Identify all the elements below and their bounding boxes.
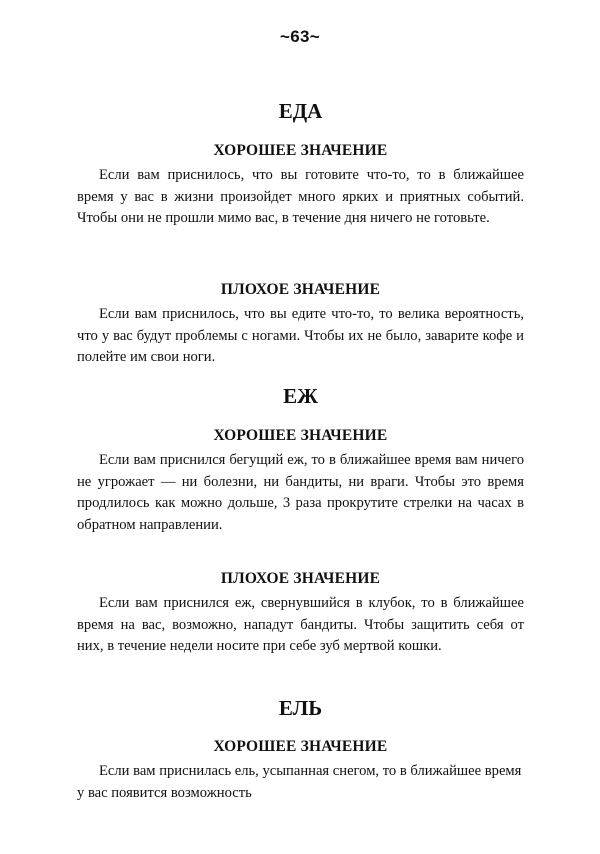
section-good-ezh (77, 426, 524, 536)
section-text: Если вам приснился еж, свернувшийся в клубок, то в ближайшее время на вас, возможно, нападут бандиты. Чтобы защитить себя от них, в течение недели носите при себе зуб мертвой кошки. (77, 595, 524, 655)
section-label-bad: ПЛОХОЕ ЗНАЧЕНИЕ (220, 570, 381, 587)
section-bad-ezh (77, 569, 524, 658)
section-label-good: ХОРОШЕЕ ЗНАЧЕНИЕ (213, 427, 388, 444)
entry-title-eda-block (77, 99, 524, 123)
section-text: Если вам приснилось, что вы готовите что-то, то в ближайшее время у вас в жизни произойдет много ярких и приятных событий. Чтобы они не прошли мимо вас, в течение дня ничего не готовьте. (77, 167, 524, 227)
section-label-bad: ПЛОХОЕ ЗНАЧЕНИЕ (220, 281, 381, 298)
entry-title: ЕЖ (283, 384, 318, 408)
section-text: Если вам приснился бегущий еж, то в ближайшее время вам ничего не угрожает — ни болезни, ни бандиты, ни враги. Чтобы это время продлилось как можно дольше, 3 раза прокрутите стрелки на часах в обратном направлении. (77, 452, 524, 533)
entry-title: ЕЛЬ (278, 696, 323, 720)
section-bad-eda (77, 280, 524, 369)
section-text: Если вам приснилось, что вы едите что-то, то велика вероятность, что у вас будут проблемы с ногами. Чтобы их не было, заварите кофе и полейте им свои ноги. (77, 306, 524, 366)
page-number: ~63~ (280, 27, 320, 46)
section-text: Если вам приснилась ель, усыпанная снегом, то в ближайшее время у вас появится возможность (77, 763, 522, 801)
entry-title-el-block (77, 696, 524, 720)
section-good-eda (77, 141, 524, 230)
section-good-el (77, 737, 524, 804)
section-label-good: ХОРОШЕЕ ЗНАЧЕНИЕ (213, 738, 388, 755)
entry-title-ezh-block (77, 384, 524, 408)
entry-title: ЕДА (278, 99, 323, 123)
section-label-good: ХОРОШЕЕ ЗНАЧЕНИЕ (213, 142, 388, 159)
